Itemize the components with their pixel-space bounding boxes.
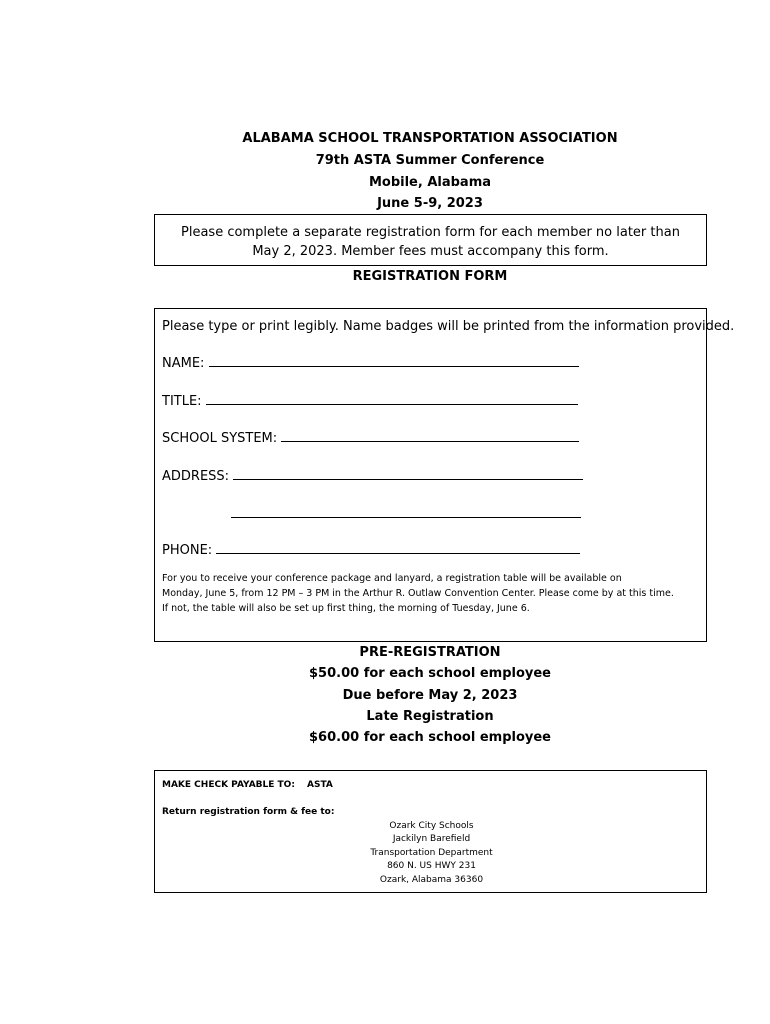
name-blank[interactable] [209,355,579,367]
late-registration-heading: Late Registration [366,709,494,724]
form-title: REGISTRATION FORM [352,269,508,284]
address-line: 860 N. US HWY 231 [387,861,476,871]
name-field[interactable] [162,355,579,371]
address-line: Jackilyn Barefield [392,834,471,844]
address-line: Ozark, Alabama 36360 [379,875,484,885]
address-line: Transportation Department [370,848,493,858]
pre-registration-fee: $50.00 for each school employee [309,666,551,681]
phone-label: PHONE: [162,543,213,558]
address-label: ADDRESS: [162,469,230,484]
title-field[interactable] [162,393,578,409]
late-registration-fee: $60.00 for each school employee [309,730,551,745]
school-system-blank[interactable] [281,430,579,442]
notice-line-1: Please complete a separate registration form for each member no later than [181,225,680,240]
event-dates: June 5-9, 2023 [377,196,483,211]
title-label: TITLE: [162,394,202,409]
event-title: 79th ASTA Summer Conference [315,153,545,168]
phone-blank[interactable] [216,542,580,554]
phone-field[interactable] [162,542,580,558]
payment-box [154,770,707,893]
event-location: Mobile, Alabama [368,175,492,190]
school-system-label: SCHOOL SYSTEM: [162,431,278,446]
info-line-2: Monday, June 5, from 12 PM – 3 PM in the Arthur R. Outlaw Convention Center. Please come by at this time. [162,588,674,599]
address-line-2-blank[interactable] [231,506,581,518]
notice-line-2: May 2, 2023. Member fees must accompany this form. [252,244,609,259]
registration-box [154,308,735,642]
address-blank[interactable] [233,468,583,480]
pre-registration-due: Due before May 2, 2023 [342,688,518,703]
info-line-3: If not, the table will also be set up first thing, the morning of Tuesday, June 6. [162,603,530,614]
address-line-2-field[interactable] [231,506,581,522]
title-blank[interactable] [206,393,578,405]
form-instructions: Please type or print legibly. Name badges will be printed from the information provided. [162,319,735,334]
return-to-label: Return registration form & fee to: [162,807,335,817]
deadline-notice [154,214,707,266]
info-line-1: For you to receive your conference package and lanyard, a registration table will be available on [162,573,622,584]
org-title: ALABAMA SCHOOL TRANSPORTATION ASSOCIATION [242,131,618,146]
address-field[interactable] [162,468,583,484]
address-line: Ozark City Schools [389,821,474,831]
pre-registration-heading: PRE-REGISTRATION [359,645,501,660]
check-payee: ASTA [307,780,333,790]
check-payable-label: MAKE CHECK PAYABLE TO: [162,780,295,790]
school-system-field[interactable] [162,430,579,446]
name-label: NAME: [162,356,205,371]
